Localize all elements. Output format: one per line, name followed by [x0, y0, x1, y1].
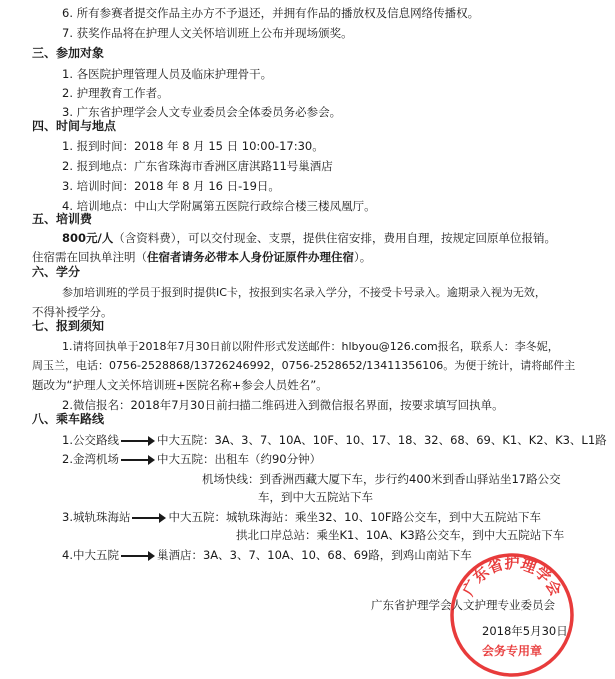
time-place-item: 1. 报到时间：2018 年 8 月 15 日 10:00-17:30。: [62, 139, 324, 153]
time-place-item: 4. 培训地点：中山大学附属第五医院行政综合楼三楼凤凰厅。: [62, 199, 376, 213]
route-2: [62, 452, 321, 467]
credits-heading: 六、学分: [32, 265, 81, 279]
registration-line: 2.微信报名：2018年7月30日前扫描二维码进入到微信报名界面，按要求填写回执单。: [62, 398, 504, 412]
participants-item: 1. 各医院护理管理人员及临床护理骨干。: [62, 67, 273, 81]
participants-heading: 三、参加对象: [32, 46, 105, 60]
credits-text: 参加培训班的学员于报到时提供IC卡，按报到实名录入学分，不接受卡号录入。逾期录入视为无效，: [62, 286, 546, 299]
arrow-right-icon: [121, 551, 155, 561]
fee-heading: 五、培训费: [32, 212, 93, 226]
route-2-dest: 中大五院：出租车（约90分钟）: [156, 452, 322, 466]
time-place-heading: 四、时间与地点: [32, 119, 117, 133]
fee-line-2: [32, 250, 371, 265]
route-1-dest: 中大五院：3A、3、7、10A、10F、10、17、18、32、68、69、K1、K2、K3、L1路: [156, 433, 607, 447]
route-4-label: 4.中大五院: [62, 548, 119, 562]
fee-note-end: ）。: [354, 250, 372, 264]
route-3-dest: 中大五院：城轨珠海站：乘坐32、10、10F路公交车，到中大五院站下车: [168, 510, 541, 524]
route-3: [62, 510, 541, 525]
signature-org: 广东省护理学会人文护理专业委员会: [371, 598, 555, 612]
prev-item-6: 6. 所有参赛者提交作品主办方不予退还，并拥有作品的播放权及信息网络传播权。: [62, 6, 480, 20]
route-3-alt: 拱北口岸总站：乘坐K1、10A、K3路公交车，到中大五院站下车: [236, 528, 565, 542]
route-1: [62, 433, 607, 448]
fee-note-start: 住宿需在回执单注明（: [32, 250, 147, 264]
route-2-bus: 车，到中大五院站下车: [258, 490, 373, 504]
route-2-label: 2.金湾机场: [62, 452, 119, 466]
credits-text: 不得补授学分。: [32, 305, 113, 319]
route-1-label: 1.公交路线: [62, 433, 119, 447]
route-4-dest: 巢酒店：3A、3、7、10A、10、68、69路，到鸡山南站下车: [156, 548, 472, 562]
route-3-label: 3.城轨珠海站: [62, 510, 131, 524]
fee-note-bold: 住宿者请务必带本人身份证原件办理住宿: [147, 250, 354, 264]
prev-item-7: 7. 获奖作品将在护理人文关怀培训班上公布并现场颁奖。: [62, 26, 353, 40]
registration-line: 周玉兰，电话：0756-2528868/13726246992，0756-2528652/13411356106。为便于统计，请将邮件主: [32, 359, 576, 372]
route-4: [62, 548, 472, 563]
arrow-right-icon: [121, 436, 155, 446]
registration-heading: 七、报到须知: [32, 319, 105, 333]
arrow-right-icon: [132, 513, 166, 523]
participants-item: 2. 护理教育工作者。: [62, 86, 169, 100]
arrow-right-icon: [121, 455, 155, 465]
official-seal: [448, 551, 576, 679]
registration-line: 题改为“护理人文关怀培训班+医院名称+参会人员姓名”。: [32, 378, 328, 392]
fee-text: （含资料费），可以交付现金、支票，提供住宿安排，费用自理，按规定回原单位报销。: [113, 231, 556, 245]
route-2-bus: 机场快线：到香洲西藏大厦下车，步行约400米到香山驿站坐17路公交: [202, 472, 561, 486]
seal-top-text-wrap: [459, 554, 565, 599]
registration-line: 1.请将回执单于2018年7月30日前以附件形式发送邮件：hlbyou@126.com报名，联系人：李冬妮，: [62, 340, 559, 353]
routes-heading: 八、乘车路线: [32, 412, 105, 426]
time-place-item: 3. 培训时间：2018 年 8 月 16 日-19日。: [62, 179, 280, 193]
signature-date: 2018年5月30日: [482, 624, 568, 638]
seal-top-text: 广东省护理学会: [459, 554, 565, 599]
fee-amount: 800元/人: [62, 231, 114, 245]
fee-line-1: [62, 231, 556, 246]
participants-item: 3. 广东省护理学会人文专业委员会全体委员务必参会。: [62, 105, 342, 119]
time-place-item: 2. 报到地点：广东省珠海市香洲区唐淇路11号巢酒店: [62, 159, 333, 173]
seal-bottom-text: 会务专用章: [481, 644, 543, 658]
